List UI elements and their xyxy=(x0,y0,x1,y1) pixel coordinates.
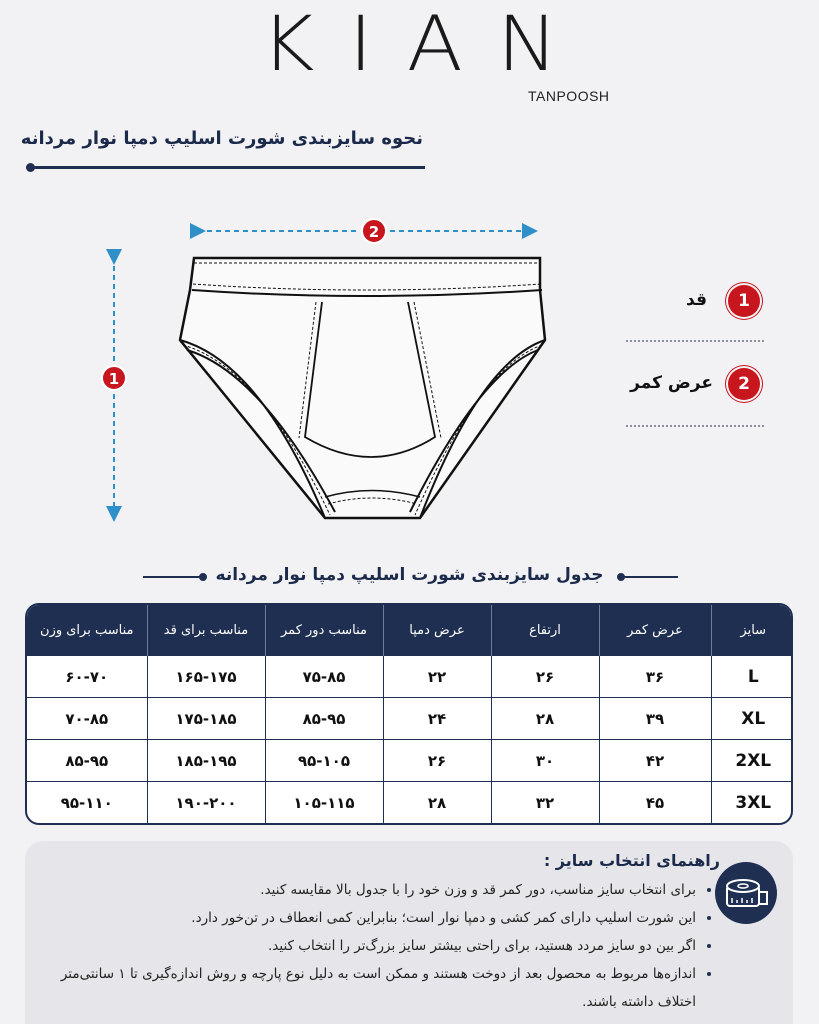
guide-item: • اگر بین دو سایز مردد هستید، برای راحتی بیشتر سایز بزرگ‌تر را انتخاب کنید. xyxy=(56,932,696,960)
header-leg-width: عرض دمپا xyxy=(383,605,491,656)
cell: ۴۵ xyxy=(599,782,711,823)
cell: ۷۰-۸۵ xyxy=(27,698,147,740)
cell: ۳۹ xyxy=(599,698,711,740)
cell: ۷۵-۸۵ xyxy=(265,656,383,698)
table-title: جدول سایزبندی شورت اسلیپ دمپا نوار مردانه xyxy=(215,565,604,585)
cell: ۲۶ xyxy=(383,740,491,782)
guide-title: راهنمای انتخاب سایز : xyxy=(543,851,720,870)
header-weight-fit: مناسب برای وزن xyxy=(27,605,147,656)
table-row xyxy=(27,698,793,740)
cell: ۱۰۵-۱۱۵ xyxy=(265,782,383,823)
cell: ۴۲ xyxy=(599,740,711,782)
brand-subtitle: TANPOOSH xyxy=(528,88,610,104)
legend-divider xyxy=(626,340,764,342)
header-size: سایز xyxy=(711,605,793,656)
cell: ۶۰-۷۰ xyxy=(27,656,147,698)
table-row xyxy=(27,740,793,782)
height-marker: 1 xyxy=(108,370,120,388)
cell: ۲۶ xyxy=(491,656,599,698)
brand-logo: KIAN xyxy=(260,0,593,89)
page-title: نحوه سایزبندی شورت اسلیپ دمپا نوار مردانه xyxy=(20,128,423,149)
header-waist-width: عرض کمر xyxy=(599,605,711,656)
size-table xyxy=(25,603,793,825)
measuring-tape-icon xyxy=(715,862,777,924)
cell: 3XL xyxy=(711,782,793,823)
header-height: ارتفاع xyxy=(491,605,599,656)
legend-badge-1: 1 xyxy=(728,285,760,317)
width-marker: 2 xyxy=(368,223,380,241)
garment-outline xyxy=(180,258,545,518)
cell: ۱۸۵-۱۹۵ xyxy=(147,740,265,782)
table-row xyxy=(27,782,793,823)
legend-divider xyxy=(626,425,764,427)
cell: ۱۷۵-۱۸۵ xyxy=(147,698,265,740)
cell: ۲۸ xyxy=(383,782,491,823)
guide-item: • برای انتخاب سایز مناسب، دور کمر قد و وزن خود را با جدول بالا مقایسه کنید. xyxy=(56,876,696,904)
garment-diagram xyxy=(90,212,560,532)
cell: ۲۴ xyxy=(383,698,491,740)
cell: ۸۵-۹۵ xyxy=(27,740,147,782)
legend-label-height: قد xyxy=(686,290,707,310)
cell: ۲۲ xyxy=(383,656,491,698)
cell: L xyxy=(711,656,793,698)
cell: ۸۵-۹۵ xyxy=(265,698,383,740)
table-row xyxy=(27,656,793,698)
title-underline-dot xyxy=(26,163,35,172)
title-underline xyxy=(30,166,425,169)
cell: ۳۰ xyxy=(491,740,599,782)
cell: ۱۹۰-۲۰۰ xyxy=(147,782,265,823)
cell: ۲۸ xyxy=(491,698,599,740)
cell: ۱۶۵-۱۷۵ xyxy=(147,656,265,698)
cell: ۹۵-۱۰۵ xyxy=(265,740,383,782)
header-waist-fit: مناسب دور کمر xyxy=(265,605,383,656)
cell: XL xyxy=(711,698,793,740)
guide-list xyxy=(56,876,714,1016)
cell: 2XL xyxy=(711,740,793,782)
legend-label-waist: عرض کمر xyxy=(630,373,713,393)
table-title-line xyxy=(622,576,678,578)
guide-item: • اندازه‌ها مربوط به محصول بعد از دوخت هستند و ممکن است به دلیل نوع پارچه و روش اندازه‌گیری تا ۱ سانتی‌متر اختلاف داشته باشند. xyxy=(56,960,696,1016)
cell: ۳۶ xyxy=(599,656,711,698)
table-header-row xyxy=(27,605,793,656)
cell: ۹۵-۱۱۰ xyxy=(27,782,147,823)
guide-item: • این شورت اسلیپ دارای کمر کشی و دمپا نوار است؛ بنابراین کمی انعطاف در تن‌خور دارد. xyxy=(56,904,696,932)
legend-badge-2: 2 xyxy=(728,368,760,400)
header-height-fit: مناسب برای قد xyxy=(147,605,265,656)
cell: ۳۲ xyxy=(491,782,599,823)
